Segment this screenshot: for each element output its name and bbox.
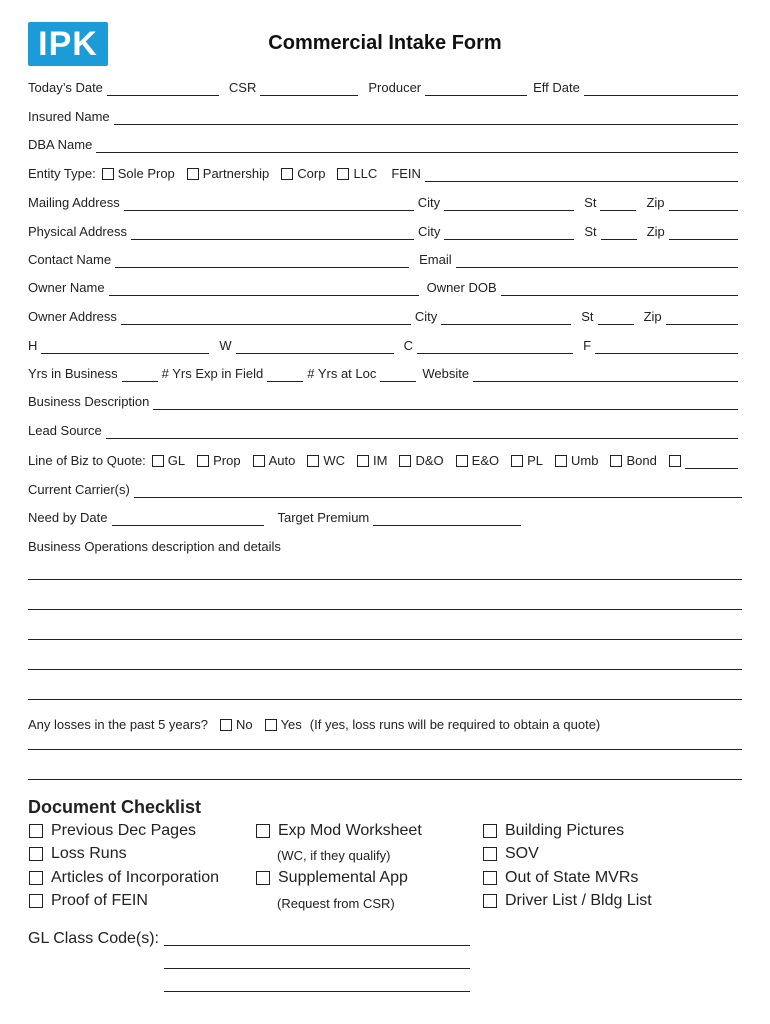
physical-st-label: St (584, 224, 597, 239)
checkbox-icon[interactable] (483, 824, 497, 838)
eo-label: E&O (471, 453, 500, 468)
csr-field[interactable] (260, 81, 358, 96)
yrs-in-business-field[interactable] (122, 367, 158, 382)
auto-label: Auto (268, 453, 296, 468)
target-premium-field[interactable] (373, 511, 521, 526)
llc-checkbox[interactable] (337, 168, 349, 180)
need-by-date-label: Need by Date (28, 510, 108, 525)
row-business-description (28, 390, 738, 410)
eff-date-label: Eff Date (533, 80, 580, 95)
checklist-label: Proof of FEIN (51, 892, 148, 909)
losses-line-1[interactable] (28, 749, 742, 750)
mailing-st-field[interactable] (600, 196, 636, 211)
checkbox-icon[interactable] (483, 894, 497, 908)
row-owner (28, 276, 738, 296)
row-line-of-biz (28, 449, 738, 469)
sole-prop-label: Sole Prop (117, 166, 175, 181)
row-dates (28, 76, 738, 96)
fein-field[interactable] (425, 167, 738, 182)
exp-mod-note: (WC, if they qualify) (277, 848, 391, 863)
auto-checkbox[interactable] (253, 455, 265, 467)
owner-name-field[interactable] (109, 281, 419, 296)
row-dba-name (28, 133, 738, 153)
mailing-address-field[interactable] (124, 196, 414, 211)
do-label: D&O (415, 453, 444, 468)
checkbox-icon[interactable] (256, 824, 270, 838)
physical-zip-label: Zip (646, 224, 665, 239)
bond-checkbox[interactable] (610, 455, 622, 467)
checklist-previous-dec-pages[interactable] (29, 822, 196, 840)
checkbox-icon[interactable] (29, 824, 43, 838)
insured-name-label: Insured Name (28, 109, 110, 124)
losses-yes-checkbox[interactable] (265, 719, 277, 731)
mailing-city-field[interactable] (444, 196, 574, 211)
row-current-carriers (28, 478, 742, 498)
current-carriers-field[interactable] (134, 483, 742, 498)
pl-checkbox[interactable] (511, 455, 523, 467)
h-label: H (28, 338, 38, 353)
row-phones (28, 334, 738, 354)
yrs-at-loc-label: # Yrs at Loc (307, 366, 377, 381)
producer-label: Producer (368, 80, 422, 95)
todays-date-field[interactable] (107, 81, 219, 96)
im-checkbox[interactable] (357, 455, 369, 467)
h-field[interactable] (41, 339, 209, 354)
losses-yes-label: Yes (280, 717, 302, 732)
physical-zip-field[interactable] (669, 225, 738, 240)
page-title: Commercial Intake Form (268, 32, 502, 54)
checklist-out-of-state-mvrs[interactable] (483, 869, 638, 887)
checklist-proof-of-fein[interactable] (29, 892, 148, 910)
f-field[interactable] (595, 339, 738, 354)
umb-checkbox[interactable] (555, 455, 567, 467)
document-checklist-title: Document Checklist (28, 797, 202, 817)
dba-name-field[interactable] (96, 138, 738, 153)
email-label: Email (419, 252, 452, 267)
supplemental-app-note: (Request from CSR) (277, 896, 395, 911)
owner-city-label: City (414, 309, 438, 324)
owner-address-label: Owner Address (28, 309, 117, 324)
checkbox-icon[interactable] (29, 871, 43, 885)
row-years (28, 362, 738, 382)
business-operations-label: Business Operations description and details (28, 539, 281, 554)
owner-dob-label: Owner DOB (426, 280, 497, 295)
llc-label: LLC (353, 166, 378, 181)
checklist-loss-runs[interactable] (29, 845, 127, 863)
line-of-biz-label: Line of Biz to Quote: (28, 453, 146, 468)
prop-checkbox[interactable] (197, 455, 209, 467)
gl-class-code-line-1[interactable] (164, 945, 470, 946)
w-field[interactable] (236, 339, 394, 354)
dba-name-label: DBA Name (28, 137, 93, 152)
checklist-label: Exp Mod Worksheet (278, 822, 422, 839)
checkbox-icon[interactable] (483, 847, 497, 861)
lead-source-label: Lead Source (28, 423, 102, 438)
other-lob-checkbox[interactable] (669, 455, 681, 467)
row-contact (28, 248, 738, 268)
operations-line-2[interactable] (28, 609, 742, 610)
checklist-supplemental-app[interactable] (256, 869, 408, 887)
checklist-label: Supplemental App (278, 869, 408, 886)
operations-line-5[interactable] (28, 699, 742, 700)
operations-line-4[interactable] (28, 669, 742, 670)
row-lead-source (28, 419, 738, 439)
mailing-city-label: City (417, 195, 441, 210)
gl-class-codes-label: GL Class Code(s): (28, 930, 159, 947)
owner-address-field[interactable] (121, 310, 411, 325)
website-field[interactable] (473, 367, 738, 382)
fein-label: FEIN (391, 166, 421, 181)
checklist-driver-list[interactable] (483, 892, 652, 910)
row-need-by (28, 506, 738, 526)
row-business-operations (28, 535, 738, 555)
email-field[interactable] (456, 253, 738, 268)
row-physical-address (28, 220, 738, 240)
w-label: W (219, 338, 232, 353)
contact-name-field[interactable] (115, 253, 409, 268)
checklist-label: Building Pictures (505, 822, 625, 839)
partnership-checkbox[interactable] (187, 168, 199, 180)
current-carriers-label: Current Carrier(s) (28, 482, 130, 497)
yrs-in-business-label: Yrs in Business (28, 366, 118, 381)
eo-checkbox[interactable] (456, 455, 468, 467)
operations-line-3[interactable] (28, 639, 742, 640)
mailing-st-label: St (584, 195, 597, 210)
wc-label: WC (323, 453, 346, 468)
lead-source-field[interactable] (106, 424, 738, 439)
do-checkbox[interactable] (399, 455, 411, 467)
operations-line-1[interactable] (28, 579, 742, 580)
wc-checkbox[interactable] (307, 455, 319, 467)
owner-zip-field[interactable] (666, 310, 738, 325)
row-losses (28, 713, 738, 733)
checkbox-icon[interactable] (29, 847, 43, 861)
business-description-label: Business Description (28, 394, 150, 409)
row-mailing-address (28, 191, 738, 211)
checklist-label: Articles of Incorporation (51, 869, 220, 886)
losses-question-label: Any losses in the past 5 years? (28, 717, 208, 732)
prop-label: Prop (213, 453, 241, 468)
bond-label: Bond (626, 453, 657, 468)
losses-no-checkbox[interactable] (220, 719, 232, 731)
checklist-label: Driver List / Bldg List (505, 892, 652, 909)
physical-city-field[interactable] (444, 225, 574, 240)
checklist-exp-mod-worksheet[interactable] (256, 822, 422, 840)
checklist-label: SOV (505, 845, 539, 862)
mailing-zip-label: Zip (646, 195, 665, 210)
business-description-field[interactable] (153, 395, 738, 410)
partnership-label: Partnership (202, 166, 270, 181)
gl-checkbox[interactable] (152, 455, 164, 467)
contact-name-label: Contact Name (28, 252, 112, 267)
f-label: F (583, 338, 592, 353)
insured-name-field[interactable] (114, 110, 738, 125)
losses-line-2[interactable] (28, 779, 742, 780)
umb-label: Umb (571, 453, 599, 468)
gl-label: GL (167, 453, 186, 468)
yrs-exp-field-field[interactable] (267, 367, 303, 382)
pl-label: PL (527, 453, 544, 468)
losses-no-label: No (235, 717, 253, 732)
im-label: IM (373, 453, 388, 468)
c-field[interactable] (417, 339, 573, 354)
row-owner-address (28, 305, 738, 325)
entity-type-label: Entity Type: (28, 166, 96, 181)
mailing-address-label: Mailing Address (28, 195, 120, 210)
yrs-at-loc-field[interactable] (380, 367, 416, 382)
ipk-logo: IPK (28, 22, 108, 66)
physical-address-label: Physical Address (28, 224, 127, 239)
target-premium-label: Target Premium (277, 510, 370, 525)
other-lob-field[interactable] (685, 454, 738, 469)
corp-label: Corp (297, 166, 326, 181)
checklist-label: Out of State MVRs (505, 869, 639, 886)
gl-class-code-line-2[interactable] (164, 968, 470, 969)
losses-note: (If yes, loss runs will be required to obtain a quote) (309, 717, 601, 732)
sole-prop-checkbox[interactable] (102, 168, 114, 180)
checklist-articles-of-incorporation[interactable] (29, 869, 219, 887)
checklist-sov[interactable] (483, 845, 539, 863)
checkbox-icon[interactable] (29, 894, 43, 908)
owner-name-label: Owner Name (28, 280, 105, 295)
website-label: Website (422, 366, 470, 381)
csr-label: CSR (228, 80, 257, 95)
owner-st-field[interactable] (598, 310, 634, 325)
yrs-exp-field-label: # Yrs Exp in Field (161, 366, 264, 381)
owner-dob-field[interactable] (501, 281, 738, 296)
mailing-zip-field[interactable] (669, 196, 738, 211)
checklist-label: Loss Runs (51, 845, 127, 862)
checkbox-icon[interactable] (483, 871, 497, 885)
owner-zip-label: Zip (643, 309, 662, 324)
eff-date-field[interactable] (584, 81, 738, 96)
need-by-date-field[interactable] (112, 511, 264, 526)
row-insured-name (28, 105, 738, 125)
owner-city-field[interactable] (441, 310, 571, 325)
todays-date-label: Today’s Date (28, 80, 103, 95)
corp-checkbox[interactable] (281, 168, 293, 180)
gl-class-code-line-3[interactable] (164, 991, 470, 992)
checkbox-icon[interactable] (256, 871, 270, 885)
checklist-label: Previous Dec Pages (51, 822, 196, 839)
checklist-building-pictures[interactable] (483, 822, 624, 840)
physical-city-label: City (418, 224, 441, 239)
c-label: C (403, 338, 414, 353)
physical-address-field[interactable] (131, 225, 414, 240)
producer-field[interactable] (425, 81, 527, 96)
row-entity-type (28, 162, 738, 182)
physical-st-field[interactable] (601, 225, 637, 240)
owner-st-label: St (581, 309, 594, 324)
